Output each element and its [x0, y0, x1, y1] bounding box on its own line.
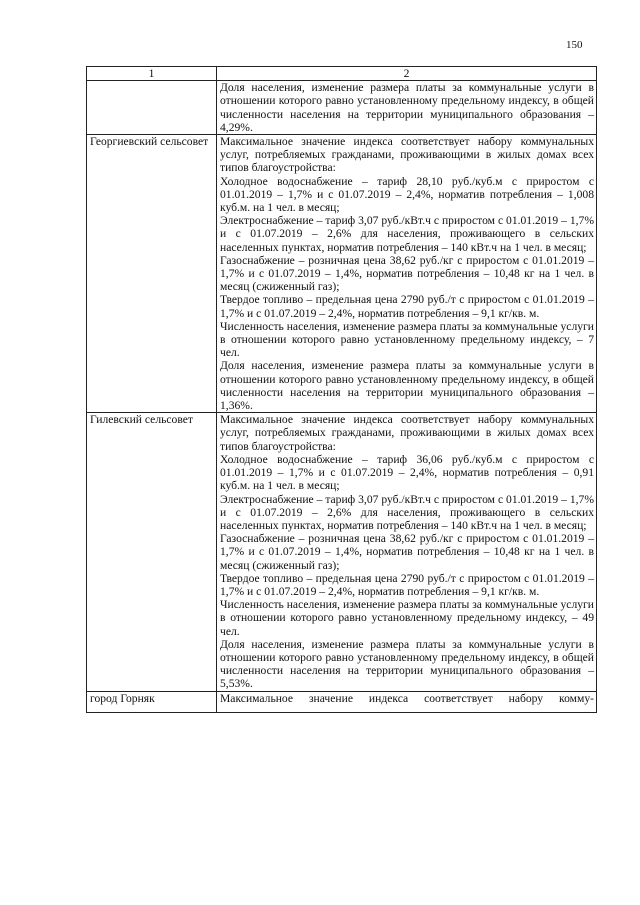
municipality-cell: Гилевский сельсовет [87, 413, 217, 691]
paragraph-solid-fuel: Твердое топливо – предельная цена 2790 руб./т с приростом с 01.01.2019 – 1,7% и с 01.07.2019 – 2,4%, норматив потребления – 9,1 кг/кв. м. [220, 571, 594, 598]
paragraph-population-share: Доля населения, изменение размера платы за коммунальные услуги в отношении которого равно установленному предельному индексу, в общей численности населения на территории муниципального образования – 5,53%. [220, 637, 594, 691]
paragraph-population-count: Численность населения, изменение размера платы за коммунальные услуги в отношении которого равно установленному предельному индексу, – 49 чел. [220, 598, 594, 638]
table-row-gilevsky [87, 413, 597, 691]
table-row-gornyak [87, 691, 597, 712]
paragraph-max-index: Максимальное значение индекса соответствует набору коммунальных услуг, потребляемых гражданами, проживающими в жилых домах всех типов благоустройства: [220, 413, 594, 453]
municipality-cell: Георгиевский сельсовет [87, 135, 217, 413]
paragraph-max-index: Максимальное значение индекса соответствует набору коммунальных услуг, потребляемых гражданами, проживающими в жилых домах всех типов благоустройства: [220, 135, 594, 175]
indicator-cell [217, 135, 597, 413]
indicator-cell [217, 413, 597, 691]
paragraph-electricity: Электроснабжение – тариф 3,07 руб./кВт.ч с приростом с 01.01.2019 – 1,7% и с 01.07.2019 – 2,6% для населения, проживающего в сельских населенных пунктах, норматив потребления – 140 кВт.ч на 1 чел. в месяц; [220, 214, 594, 254]
column-number-1: 1 [87, 67, 217, 81]
table-row-georgievsky [87, 135, 597, 413]
municipality-cell [87, 81, 217, 135]
page-number: 150 [566, 39, 583, 51]
paragraph-population-count: Численность населения, изменение размера платы за коммунальные услуги в отношении которого равно установленному предельному индексу, – 7 чел. [220, 319, 594, 360]
paragraph-population-share: Доля населения, изменение размера платы за коммунальные услуги в отношении которого равно установленному предельному индексу, в общей численности населения на территории муниципального образования – 4,29%. [220, 81, 594, 134]
column-number-row [87, 67, 597, 81]
paragraph-cold-water: Холодное водоснабжение – тариф 36,06 руб./куб.м с приростом с 01.01.2019 – 1,7% и с 01.07.2019 – 2,4%, норматив потребления – 0,91 куб.м. на 1 чел. в месяц; [220, 452, 594, 493]
paragraph-population-share: Доля населения, изменение размера платы за коммунальные услуги в отношении которого равно установленному предельному индексу, в общей численности населения на территории муниципального образования – 1,36%. [220, 359, 594, 413]
table-row-continuation [87, 81, 597, 135]
municipality-cell: город Горняк [87, 691, 217, 712]
paragraph-electricity: Электроснабжение – тариф 3,07 руб./кВт.ч с приростом с 01.01.2019 – 1,7% и с 01.07.2019 – 2,6% для населения, проживающего в сельских населенных пунктах, норматив потребления – 140 кВт.ч на 1 чел. в месяц; [220, 492, 594, 532]
paragraph-max-index: Максимальное значение индекса соответствует набору комму- [220, 691, 594, 705]
indicator-cell [217, 691, 597, 712]
paragraph-gas: Газоснабжение – розничная цена 38,62 руб./кг с приростом с 01.01.2019 – 1,7% и с 01.07.2019 – 1,4%, норматив потребления – 10,48 кг на 1 чел. в месяц (сжиженный газ); [220, 532, 594, 572]
paragraph-gas: Газоснабжение – розничная цена 38,62 руб./кг с приростом с 01.01.2019 – 1,7% и с 01.07.2019 – 1,4%, норматив потребления – 10,48 кг на 1 чел. в месяц (сжиженный газ); [220, 253, 594, 294]
column-number-2: 2 [217, 67, 597, 81]
tariff-index-table [86, 66, 597, 713]
paragraph-cold-water: Холодное водоснабжение – тариф 28,10 руб./куб.м с приростом с 01.01.2019 – 1,7% и с 01.07.2019 – 2,4%, норматив потребления – 1,008 куб.м. на 1 чел. в месяц; [220, 174, 594, 215]
indicator-cell [217, 81, 597, 135]
paragraph-solid-fuel: Твердое топливо – предельная цена 2790 руб./т с приростом с 01.01.2019 – 1,7% и с 01.07.2019 – 2,4%, норматив потребления – 9,1 кг/кв. м. [220, 293, 594, 320]
